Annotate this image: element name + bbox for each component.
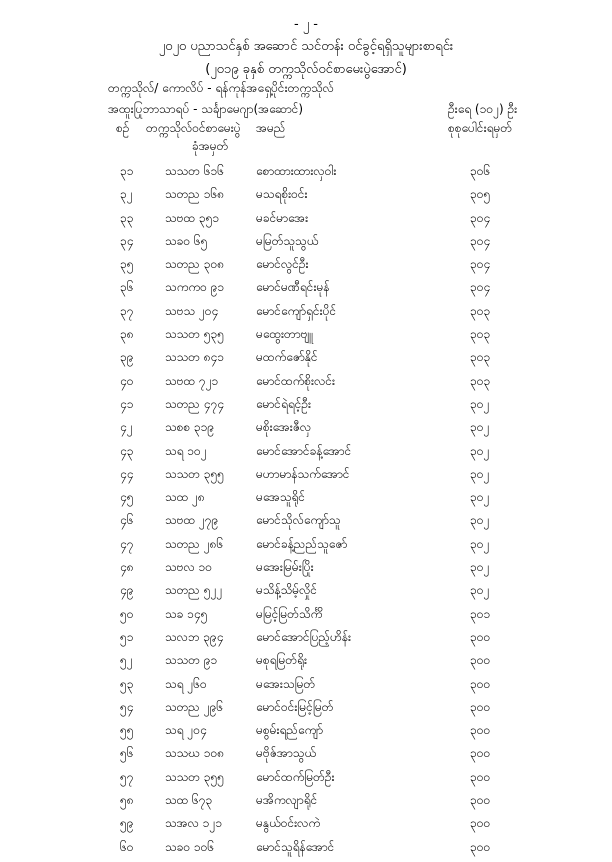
row-score: ၃၀၀ [470,793,491,808]
row-name: မသိန့်သိမ့်လှိုင် [256,583,318,598]
table-row [0,279,612,302]
header-name: အမည် [256,121,286,135]
row-name: မောင်မဏီရင်းမုန် [256,280,330,295]
row-name: မအေးမြမ်းပြိုး [256,560,314,575]
row-reg-number: သသတ ၈၄၁ [165,350,225,365]
row-name: မမြတ်သူသွယ် [256,233,319,248]
table-row [0,373,612,396]
row-number: ၅၉ [120,816,134,831]
row-score: ၃၀၃ [470,350,491,365]
table-row [0,839,612,862]
row-score: ၃၀၀ [470,746,491,761]
document-subtitle: (၂၀၁၉ ခုနှစ် တက္ကသိုလ်ဝင်စာမေးပွဲအောင်) [205,62,407,77]
row-score: ၃၀၂ [470,490,490,505]
row-name: မစွမ်းရည်ကျော် [256,723,324,738]
row-name: မအေသူရိုင် [256,490,306,505]
table-row [0,536,612,559]
row-reg-number: သဗသ ၂၀၄ [165,303,219,318]
results-table [0,163,612,862]
row-reg-number: သရ ၂၀၄ [165,723,207,738]
row-number: ၄၈ [120,560,134,575]
row-name: စောထားထားလှဝါး [256,164,337,178]
table-row [0,815,612,838]
row-score: ၃၀၀ [470,629,491,644]
row-name: မနွယ်ဝင်းလကဲ [256,816,321,831]
row-name: မောင်ထက်မြတ်ဦး [256,769,335,784]
row-reg-number: သခ ၁၄၅ [165,606,208,621]
row-reg-number: သထ ၂၈ [165,490,205,505]
row-number: ၄၇ [120,536,134,551]
table-row [0,582,612,605]
row-number: ၃၈ [120,327,134,342]
table-row [0,629,612,652]
header-reg-sub: ခုံအမှတ် [192,139,229,153]
row-number: ၃၁ [120,164,134,178]
row-reg-number: သတည ၂၈၆ [165,536,224,551]
row-number: ၃၂ [120,187,133,202]
row-reg-number: သဗထ ၇၂၁ [165,373,219,388]
department-line: တက္ကသိုလ်/ ကောလိပ် - ရန်ကုန်အရှေ့ပိုင်းတက္ကသိုလ် [108,81,334,95]
row-name: မောင်လွင်ဦး [256,257,309,272]
row-number: ၄၆ [120,513,134,528]
table-row [0,233,612,256]
row-score: ၃၀၀ [470,816,491,831]
row-reg-number: သလဘ ၃၉၄ [165,629,224,644]
table-row [0,792,612,815]
row-score: ၃၀၁ [470,606,491,621]
row-name: မောင်အောင်ခန့်အောင် [256,443,352,458]
row-name: မအေးသမြတ် [256,676,316,691]
row-number: ၆၀ [120,839,134,854]
row-reg-number: သရ ၂၆၀ [165,676,207,691]
row-name: မခင်မာအေး [256,210,309,225]
row-name: မစိုးအေးဇီလှ [256,420,312,435]
row-number: ၄၁ [120,396,134,411]
row-score: ၃၀၂ [470,443,490,458]
row-number: ၅၃ [120,676,134,691]
row-number: ၃၄ [120,233,134,248]
row-reg-number: သသတ ၃၅၅ [165,466,224,481]
row-number: ၄၂ [120,420,133,435]
row-score: ၃၀၆ [470,164,491,178]
table-row [0,210,612,233]
table-row [0,186,612,209]
row-name: မသရစိုးဝင်း [256,187,308,202]
row-reg-number: သကကဝ ၉၁ [165,280,225,295]
row-name: မောင်ရဲရင့်ဦး [256,396,312,411]
header-reg: တက္ကသိုလ်ဝင်စာမေးပွဲ [146,121,241,135]
table-row [0,466,612,489]
row-reg-number: သသတ ၉၁ [165,653,218,668]
row-name: မောင်ဝင်းမြင့်မြတ် [256,699,334,714]
row-score: ၃၀၄ [470,280,491,295]
row-reg-number: သရ ၁၀၂ [165,443,207,458]
row-number: ၅၇ [120,769,134,784]
row-reg-number: သဗထ ၃၅၁ [165,210,220,225]
row-name: မမြင့်မြတ်သိင်္ကိ [256,606,324,621]
row-number: ၅၁ [120,629,134,644]
row-reg-number: သသဃ ၁၀၈ [165,746,225,761]
row-number: ၅၅ [120,723,134,738]
table-row [0,489,612,512]
row-score: ၃၀၀ [470,676,491,691]
table-row [0,443,612,466]
row-reg-number: သသတ ၃၅၅ [165,769,224,784]
row-name: မောင်ခန့်ညည်သူဇော် [256,536,348,551]
table-row [0,326,612,349]
row-score: ၃၀၃ [470,373,491,388]
row-score: ၃၀၀ [470,653,491,668]
row-number: ၅၂ [120,653,133,668]
table-row [0,512,612,535]
row-number: ၄၃ [120,443,134,458]
row-number: ၃၃ [120,210,134,225]
row-number: ၄၀ [120,373,134,388]
row-score: ၃၀၂ [470,583,490,598]
table-row [0,699,612,722]
row-name: မစုရမြတ်ရိုး [256,653,307,668]
row-name: မထွေးတာဗျူ [256,327,313,342]
count-line: ဦးရေ (၁၀၂) ဦး [448,102,518,116]
row-score: ၃၀၂ [470,536,490,551]
row-reg-number: သစစ ၃၁၉ [165,420,215,435]
table-row [0,745,612,768]
row-number: ၃၅ [120,257,134,272]
row-score: ၃၀၀ [470,699,491,714]
row-name: မောင်ထက်စိုးလင်း [256,373,336,388]
row-name: မထက်ဇော်နိုင် [256,350,318,365]
row-score: ၃၀၄ [470,210,491,225]
row-reg-number: သတည ၄၇၄ [165,396,224,411]
row-name: မောင်သူရိန်အောင် [256,839,335,854]
row-number: ၃၇ [120,303,134,318]
table-row [0,722,612,745]
table-row [0,419,612,442]
table-row [0,769,612,792]
row-score: ၃၀၀ [470,769,491,784]
row-number: ၅၆ [120,746,134,761]
row-score: ၃၀၂ [470,560,490,575]
header-score: စုစုပေါင်းရမှတ် [448,121,513,135]
row-name: မဗိုဇ်အာသွယ် [256,746,317,761]
row-score: ၃၀၅ [470,187,491,202]
row-score: ၃၀၄ [470,257,491,272]
row-name: မဟာမာန်သက်အောင် [256,466,350,481]
row-reg-number: သထ ၆၇၃ [165,793,213,808]
row-score: ၃၀၃ [470,303,491,318]
row-reg-number: သဗထ ၂၇၉ [165,513,219,528]
row-score: ၃၀၂ [470,396,490,411]
row-score: ၃၀၀ [470,723,491,738]
table-row [0,396,612,419]
table-row [0,606,612,629]
row-name: မအိကလျာရိုင် [256,793,318,808]
header-no: စဉ် [116,121,130,135]
table-row [0,303,612,326]
row-score: ၃၀၀ [470,839,491,854]
table-row [0,676,612,699]
row-number: ၅၀ [120,606,134,621]
row-score: ၃၀၂ [470,513,490,528]
row-name: မောင်အောင်ပြည့်ဟိန်း [256,629,352,644]
row-reg-number: သသတ ၅၃၅ [165,327,224,342]
row-number: ၅၄ [120,699,134,714]
row-reg-number: သတည ၅၂၂ [165,583,223,598]
row-number: ၅၈ [120,793,134,808]
document-title: ၂၀၂၀ ပညာသင်နှစ် အဆောင် သင်တန်း ဝင်ခွင့်ရရှိသူများစာရင်း [158,39,454,54]
row-reg-number: သတည ၁၆၈ [165,187,225,202]
row-reg-number: သခဝ ၁၀၆ [165,839,215,854]
row-score: ၃၀၂ [470,420,490,435]
table-row [0,559,612,582]
row-score: ၃၀၃ [470,327,491,342]
row-reg-number: သတည ၃၀၈ [165,257,225,272]
row-reg-number: သဗလ ၁၀ [165,560,213,575]
row-score: ၃၀၄ [470,233,491,248]
row-number: ၄၅ [120,490,134,505]
table-row [0,256,612,279]
table-row [0,652,612,675]
subject-line: အထူးပြုဘာသာရပ် - သင်္ချာမေဂျာ(အဆောင်) [108,102,304,116]
row-reg-number: သတည ၂၉၆ [165,699,224,714]
row-name: မောင်ကျော်ရှင်းပိုင် [256,303,337,318]
row-number: ၃၉ [120,350,134,365]
row-number: ၃၆ [120,280,134,295]
row-reg-number: သအလ ၁၂၁ [165,816,223,831]
table-row [0,349,612,372]
row-number: ၄၉ [120,583,134,598]
row-name: မောင်သိုလ်ကျော်သူ [256,513,341,528]
page-number: - ၂ - [293,17,319,32]
table-row [0,163,612,186]
row-reg-number: သသတ ၆၁၆ [165,164,224,178]
row-score: ၃၀၂ [470,466,490,481]
row-number: ၄၄ [120,466,134,481]
row-reg-number: သခဝ ၆၅ [165,233,208,248]
